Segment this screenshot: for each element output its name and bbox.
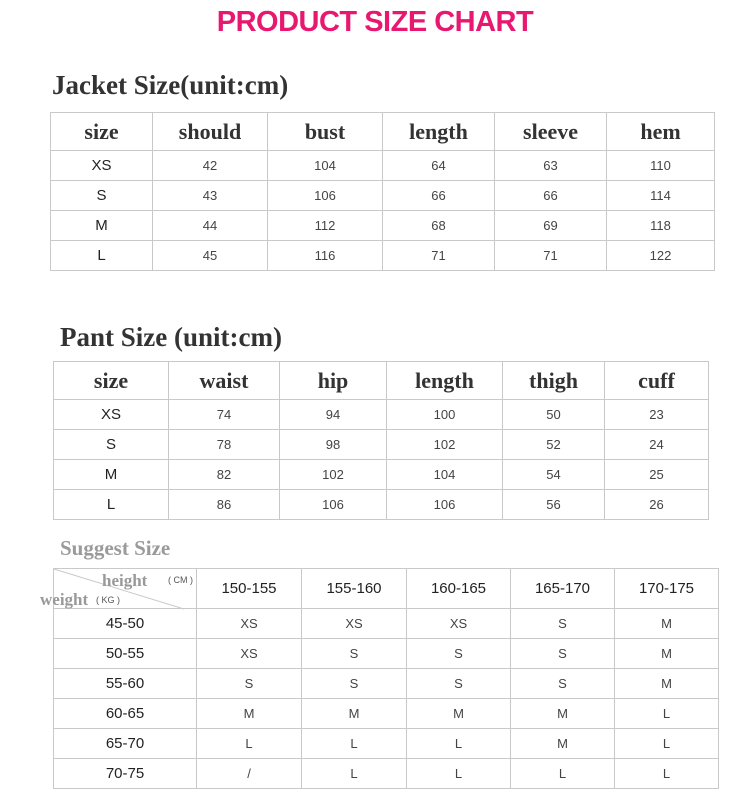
suggest-col-height-3: 160-165 <box>407 569 511 609</box>
pant-col-cuff: cuff <box>605 362 709 400</box>
jacket-col-size: size <box>51 113 153 151</box>
suggest-cell: L <box>302 759 407 789</box>
pant-col-thigh: thigh <box>503 362 605 400</box>
jacket-cell: 122 <box>607 241 715 271</box>
suggest-cell: L <box>407 759 511 789</box>
pant-cell: 74 <box>169 400 280 430</box>
pant-row-label: M <box>54 460 169 490</box>
suggest-cell: XS <box>407 609 511 639</box>
pant-cell: 50 <box>503 400 605 430</box>
jacket-cell: 71 <box>495 241 607 271</box>
jacket-col-hem: hem <box>607 113 715 151</box>
suggest-row <box>54 609 719 639</box>
suggest-cell: M <box>615 669 719 699</box>
suggest-row-label: 45-50 <box>54 609 197 639</box>
jacket-cell: 118 <box>607 211 715 241</box>
suggest-cell: XS <box>302 609 407 639</box>
suggest-cell: L <box>302 729 407 759</box>
pant-heading: Pant Size (unit:cm) <box>60 322 282 352</box>
suggest-row <box>54 699 719 729</box>
suggest-cell: / <box>197 759 302 789</box>
suggest-row-label: 70-75 <box>54 759 197 789</box>
jacket-row-label: M <box>51 211 153 241</box>
pant-cell: 26 <box>605 490 709 520</box>
jacket-cell: 43 <box>153 181 268 211</box>
suggest-cell: M <box>511 699 615 729</box>
jacket-cell: 69 <box>495 211 607 241</box>
pant-cell: 102 <box>387 430 503 460</box>
suggest-cell: L <box>197 729 302 759</box>
pant-cell: 98 <box>280 430 387 460</box>
pant-cell: 54 <box>503 460 605 490</box>
jacket-cell: 116 <box>268 241 383 271</box>
suggest-cell: M <box>615 609 719 639</box>
suggest-row-label: 50-55 <box>54 639 197 669</box>
suggest-heading: Suggest Size <box>60 536 171 560</box>
jacket-cell: 71 <box>383 241 495 271</box>
corner-weight-unit: ( KG ) <box>96 595 120 605</box>
pant-cell: 23 <box>605 400 709 430</box>
suggest-cell: M <box>302 699 407 729</box>
suggest-corner-cell <box>40 569 197 609</box>
pant-row <box>54 490 709 520</box>
suggest-cell: L <box>615 699 719 729</box>
jacket-cell: 66 <box>383 181 495 211</box>
pant-cell: 86 <box>169 490 280 520</box>
pant-row-label: XS <box>54 400 169 430</box>
jacket-cell: 112 <box>268 211 383 241</box>
suggest-row <box>54 669 719 699</box>
corner-height-label: height <box>102 571 148 590</box>
pant-cell: 106 <box>387 490 503 520</box>
suggest-cell: L <box>615 759 719 789</box>
jacket-cell: 63 <box>495 151 607 181</box>
suggest-row-label: 65-70 <box>54 729 197 759</box>
jacket-cell: 64 <box>383 151 495 181</box>
pant-cell: 82 <box>169 460 280 490</box>
suggest-cell: S <box>407 639 511 669</box>
suggest-row <box>54 729 719 759</box>
suggest-cell: M <box>407 699 511 729</box>
suggest-cell: XS <box>197 639 302 669</box>
jacket-row <box>51 241 715 271</box>
pant-cell: 78 <box>169 430 280 460</box>
jacket-size-table <box>50 112 715 271</box>
jacket-row <box>51 151 715 181</box>
jacket-row-label: L <box>51 241 153 271</box>
suggest-cell: L <box>511 759 615 789</box>
pant-cell: 52 <box>503 430 605 460</box>
pant-col-waist: waist <box>169 362 280 400</box>
suggest-cell: S <box>511 609 615 639</box>
suggest-row <box>54 639 719 669</box>
page-title: PRODUCT SIZE CHART <box>216 6 534 38</box>
pant-col-hip: hip <box>280 362 387 400</box>
suggest-cell: S <box>511 639 615 669</box>
suggest-cell: L <box>407 729 511 759</box>
suggest-row-label: 60-65 <box>54 699 197 729</box>
jacket-cell: 106 <box>268 181 383 211</box>
pant-row <box>54 460 709 490</box>
jacket-cell: 66 <box>495 181 607 211</box>
jacket-col-should: should <box>153 113 268 151</box>
suggest-cell: S <box>302 639 407 669</box>
jacket-heading: Jacket Size(unit:cm) <box>52 70 289 100</box>
suggest-col-height-1: 150-155 <box>197 569 302 609</box>
suggest-cell: M <box>197 699 302 729</box>
suggest-cell: S <box>407 669 511 699</box>
jacket-row-label: XS <box>51 151 153 181</box>
suggest-cell: XS <box>197 609 302 639</box>
pant-row-label: L <box>54 490 169 520</box>
pant-cell: 100 <box>387 400 503 430</box>
jacket-cell: 68 <box>383 211 495 241</box>
pant-cell: 94 <box>280 400 387 430</box>
pant-cell: 106 <box>280 490 387 520</box>
suggest-cell: M <box>615 639 719 669</box>
pant-cell: 25 <box>605 460 709 490</box>
jacket-cell: 42 <box>153 151 268 181</box>
pant-row <box>54 400 709 430</box>
corner-height-unit: ( CM ) <box>168 575 193 585</box>
suggest-cell: S <box>511 669 615 699</box>
jacket-col-bust: bust <box>268 113 383 151</box>
pant-col-size: size <box>54 362 169 400</box>
jacket-row <box>51 211 715 241</box>
pant-cell: 56 <box>503 490 605 520</box>
jacket-row-label: S <box>51 181 153 211</box>
suggest-cell: S <box>197 669 302 699</box>
jacket-cell: 44 <box>153 211 268 241</box>
pant-cell: 104 <box>387 460 503 490</box>
pant-col-length: length <box>387 362 503 400</box>
pant-row <box>54 430 709 460</box>
suggest-cell: S <box>302 669 407 699</box>
pant-size-table <box>53 361 709 520</box>
corner-weight-label: weight <box>40 590 89 609</box>
jacket-col-length: length <box>383 113 495 151</box>
suggest-cell: M <box>511 729 615 759</box>
jacket-row <box>51 181 715 211</box>
pant-cell: 102 <box>280 460 387 490</box>
jacket-cell: 45 <box>153 241 268 271</box>
jacket-cell: 114 <box>607 181 715 211</box>
pant-row-label: S <box>54 430 169 460</box>
jacket-cell: 110 <box>607 151 715 181</box>
suggest-col-height-5: 170-175 <box>615 569 719 609</box>
suggest-col-height-4: 165-170 <box>511 569 615 609</box>
suggest-cell: L <box>615 729 719 759</box>
suggest-row <box>54 759 719 789</box>
jacket-cell: 104 <box>268 151 383 181</box>
suggest-row-label: 55-60 <box>54 669 197 699</box>
jacket-col-sleeve: sleeve <box>495 113 607 151</box>
pant-cell: 24 <box>605 430 709 460</box>
suggest-size-table <box>40 568 719 789</box>
suggest-col-height-2: 155-160 <box>302 569 407 609</box>
